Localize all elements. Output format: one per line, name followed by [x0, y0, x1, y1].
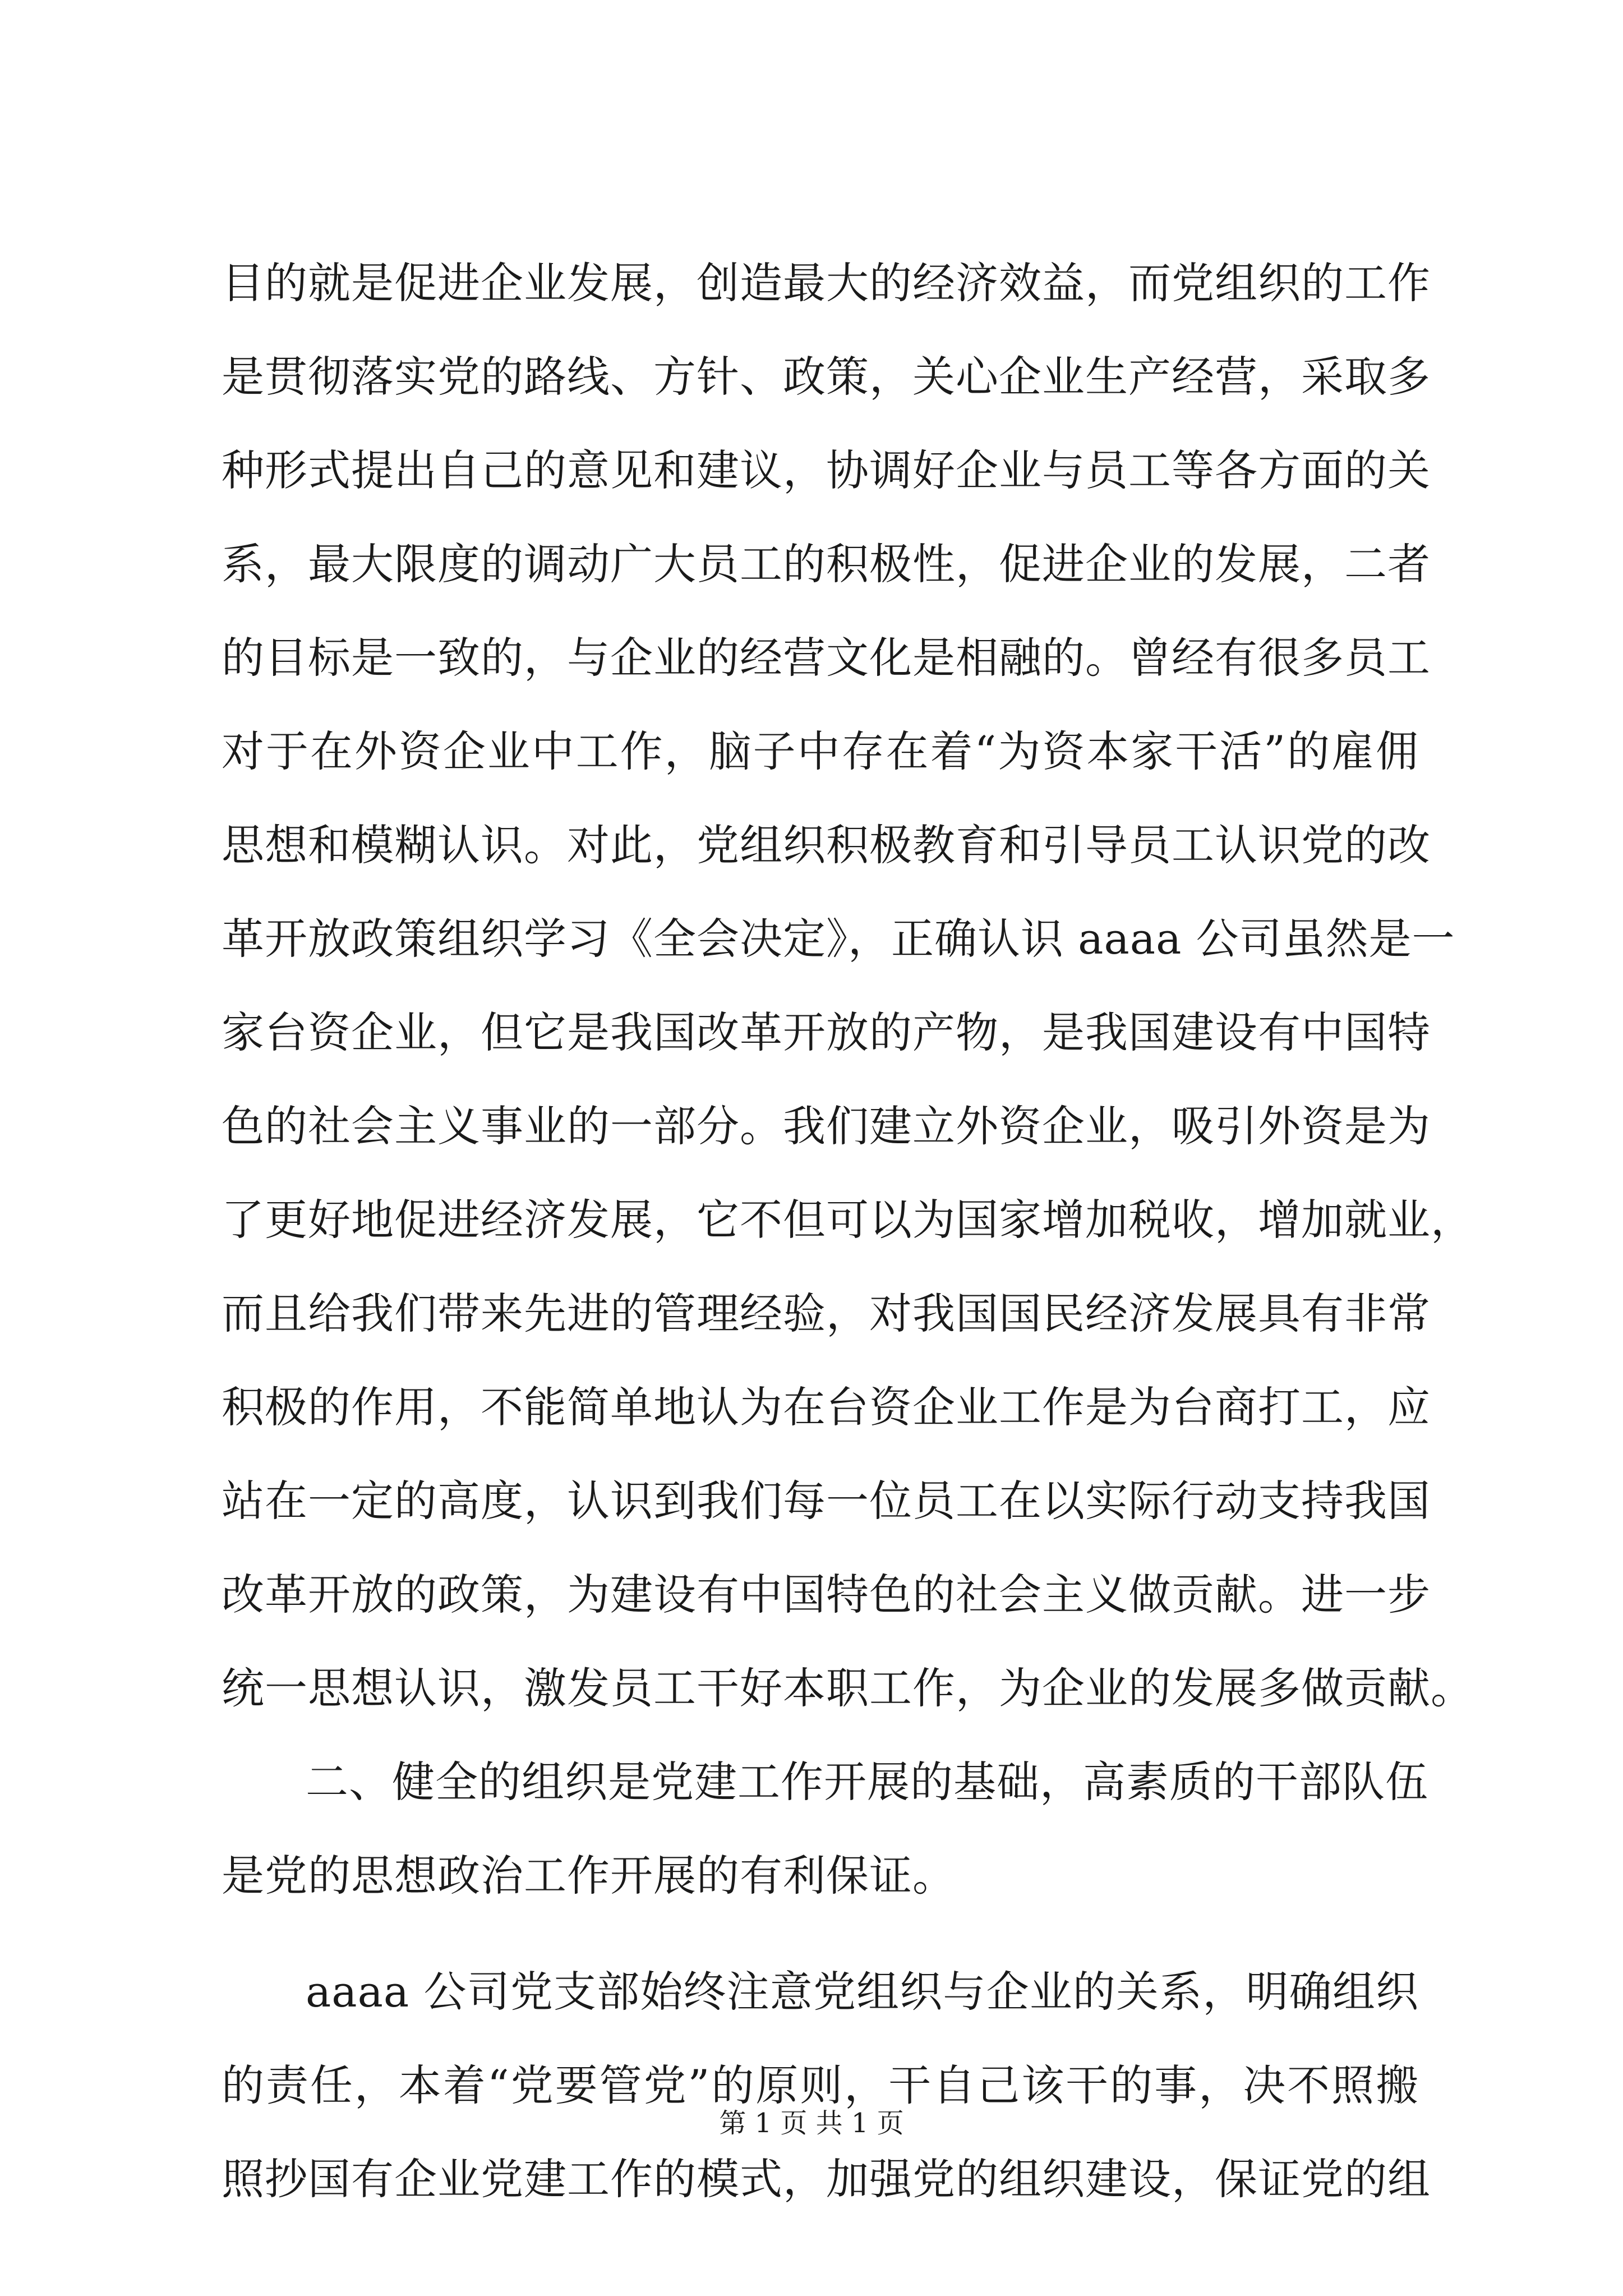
body-line-20: 的责任，本着“党要管党”的原则，干自己该干的事，决不照搬 — [222, 2060, 1419, 2110]
body-line-2: 是贯彻落实党的路线、方针、政策，关心企业生产经营，采取多 — [222, 352, 1431, 402]
body-line-8: 革开放政策组织学习《全会决定》，正确认识 aaaa 公司虽然是一 — [222, 914, 1455, 964]
body-line-5: 的目标是一致的，与企业的经营文化是相融的。曾经有很多员工 — [222, 633, 1431, 683]
body-line-13: 积极的作用，不能简单地认为在台资企业工作是为台商打工，应 — [222, 1382, 1431, 1432]
body-line-7: 思想和模糊认识。对此，党组织积极教育和引导员工认识党的改 — [222, 820, 1431, 870]
body-line-10: 色的社会主义事业的一部分。我们建立外资企业，吸引外资是为 — [222, 1101, 1431, 1151]
body-line-1: 目的就是促进企业发展，创造最大的经济效益，而党组织的工作 — [222, 258, 1431, 308]
body-line-3: 种形式提出自己的意见和建议，协调好企业与员工等各方面的关 — [222, 445, 1431, 495]
body-line-21: 照抄国有企业党建工作的模式，加强党的组织建设，保证党的组 — [222, 2154, 1431, 2204]
body-line-4: 系，最大限度的调动广大员工的积极性，促进企业的发展，二者 — [222, 539, 1431, 589]
body-line-16: 统一思想认识，激发员工干好本职工作，为企业的发展多做贡献。 — [222, 1663, 1474, 1713]
body-line-9: 家台资企业，但它是我国改革开放的产物，是我国建设有中国特 — [222, 1007, 1431, 1057]
body-line-6: 对于在外资企业中工作，脑子中存在着“为资本家干活”的雇佣 — [222, 726, 1419, 776]
body-line-15: 改革开放的政策，为建设有中国特色的社会主义做贡献。进一步 — [222, 1570, 1431, 1619]
body-line-14: 站在一定的高度，认识到我们每一位员工在以实际行动支持我国 — [222, 1476, 1431, 1526]
body-line-11: 了更好地促进经济发展，它不但可以为国家增加税收，增加就业， — [222, 1195, 1474, 1245]
body-line-19: aaaa 公司党支部始终注意党组织与企业的关系，明确组织 — [306, 1967, 1419, 2017]
body-line-18: 是党的思想政治工作开展的有利保证。 — [222, 1851, 956, 1901]
page-footer: 第 1 页 共 1 页 — [719, 2108, 904, 2139]
body-line-17: 二、健全的组织是党建工作开展的基础，高素质的干部队伍 — [306, 1757, 1428, 1807]
body-line-12: 而且给我们带来先进的管理经验，对我国国民经济发展具有非常 — [222, 1289, 1431, 1338]
